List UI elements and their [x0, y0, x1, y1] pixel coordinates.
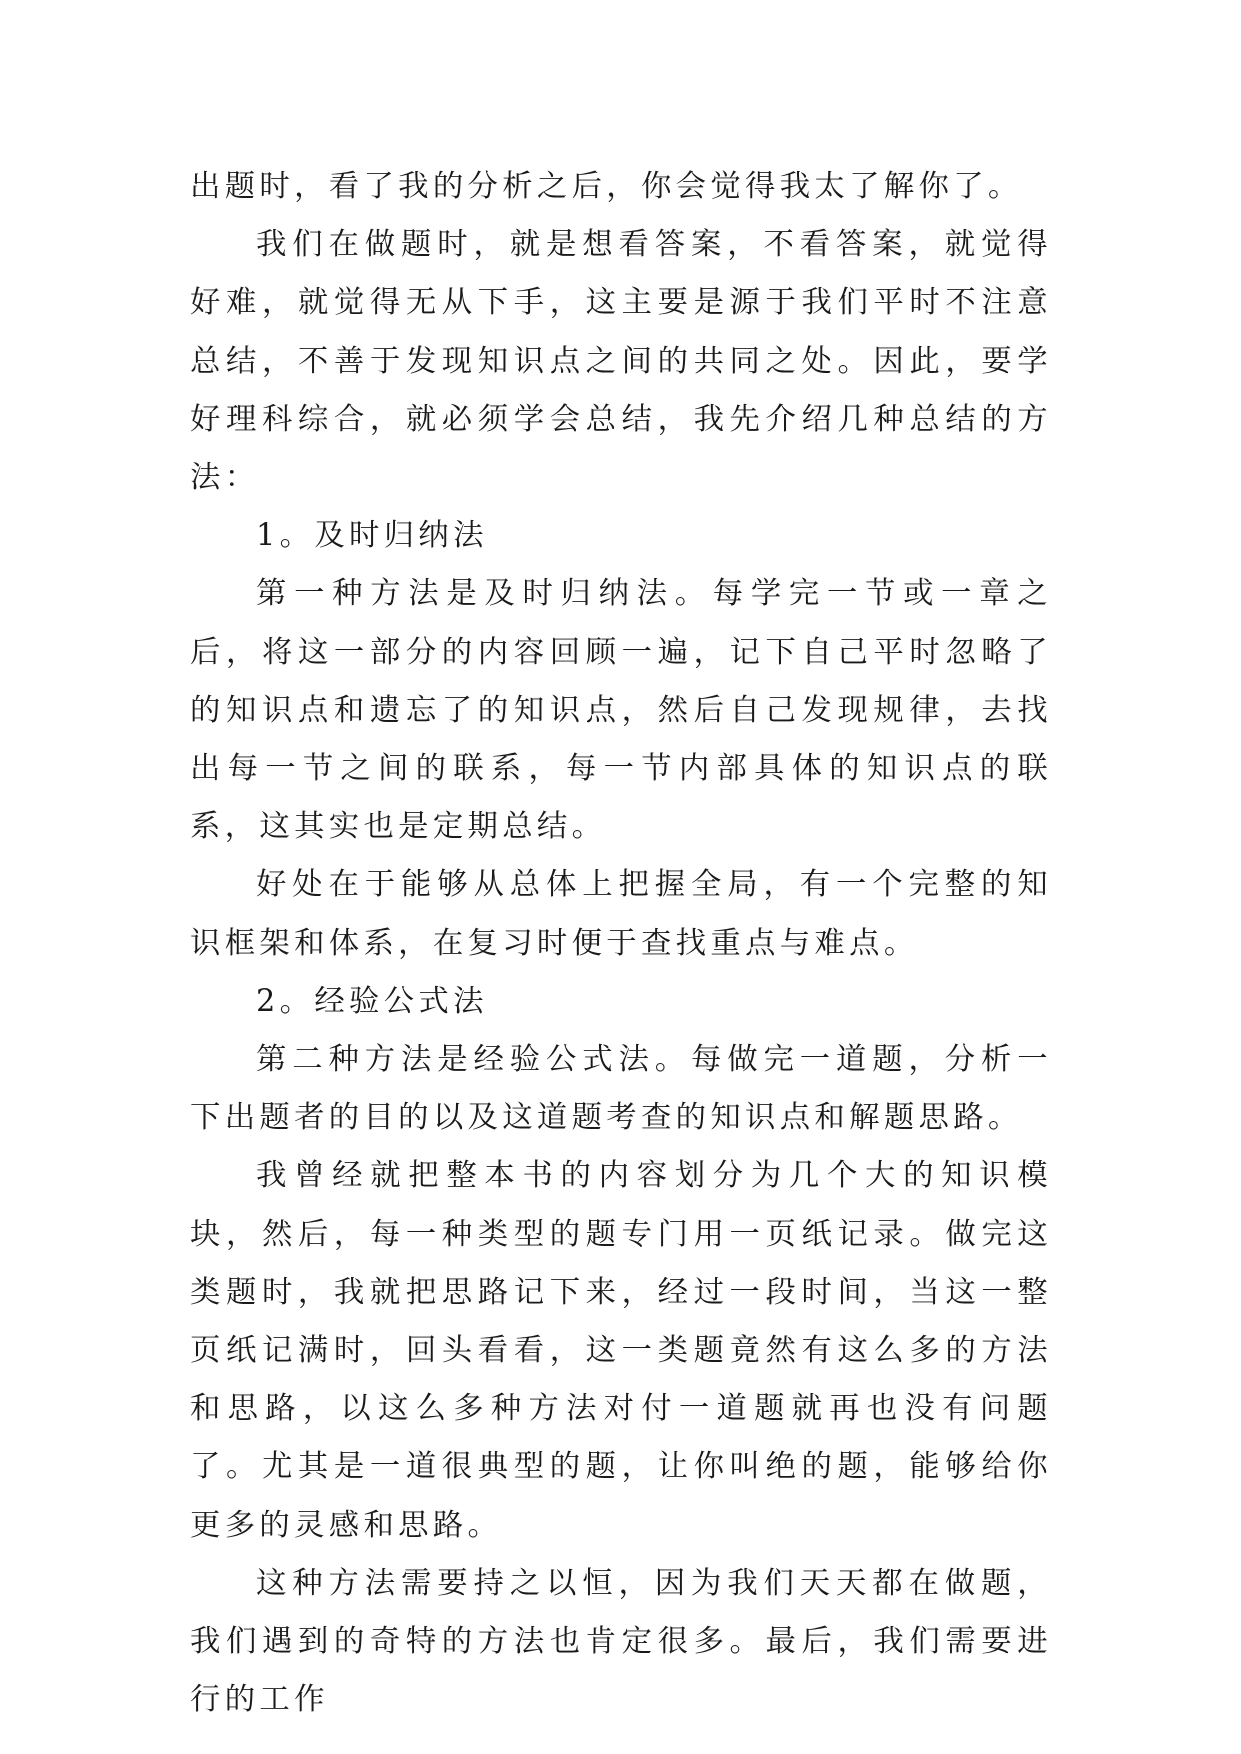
paragraph-continuation: 出题时，看了我的分析之后，你会觉得我太了解你了。	[190, 169, 1023, 204]
paragraph-method-2-example: 我曾经就把整本书的内容划分为几个大的知识模块，然后，每一种类型的题专门用一页纸记录。做完这类题时，我就把思路记下来，经过一段时间，当这一整页纸记满时，回头看看，这一类题竟然有这么多的方法和思路，以这么多种方法对付一道题就再也没有问题了。尤其是一道很典型的题，让你叫绝的题，能够给你更多的灵感和思路。	[190, 1158, 1052, 1543]
paragraph-method-2-persistence: 这种方法需要持之以恒，因为我们天天都在做题，我们遇到的奇特的方法也肯定很多。最后，我们需要进行的工作	[190, 1565, 1052, 1718]
paragraph-summary-intro: 我们在做题时，就是想看答案，不看答案，就觉得好难，就觉得无从下手，这主要是源于我们平时不注意总结，不善于发现知识点之间的共同之处。因此，要学好理科综合，就必须学会总结，我先介绍几种总结的方法：	[190, 227, 1052, 496]
section-heading-2: 2。经验公式法	[256, 983, 488, 1019]
document-page	[190, 158, 1052, 1729]
paragraph-method-1: 第一种方法是及时归纳法。每学完一节或一章之后，将这一部分的内容回顾一遍，记下自己平时忽略了的知识点和遗忘了的知识点，然后自己发现规律，去找出每一节之间的联系，每一节内部具体的知识点的联系，这其实也是定期总结。	[190, 576, 1052, 845]
paragraph-method-2: 第二种方法是经验公式法。每做完一道题，分析一下出题者的目的以及这道题考查的知识点和解题思路。	[190, 1042, 1052, 1136]
paragraph-method-1-benefit: 好处在于能够从总体上把握全局，有一个完整的知识框架和体系，在复习时便于查找重点与难点。	[190, 867, 1052, 961]
section-heading-1: 1。及时归纳法	[256, 518, 488, 554]
